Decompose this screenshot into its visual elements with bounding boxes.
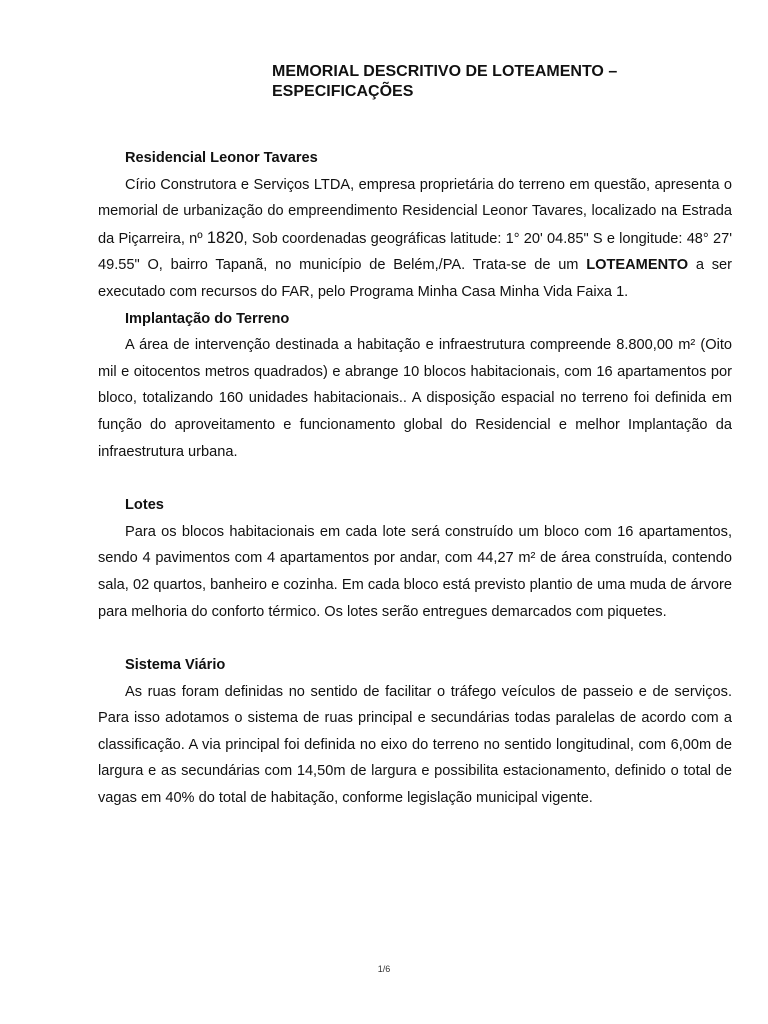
section-heading-implantacao: Implantação do Terreno [125,310,290,327]
paragraph-text: Círio Construtora e Serviços LTDA, empresa proprietária do terreno em questão, apresenta o memorial de urbanização do empreendimento Residencial Leonor Tavares, localizado na Estrada da Piçarreira, nº [98,176,732,247]
document-body [98,145,732,812]
section-spacer [98,625,732,652]
document-title: MEMORIAL DESCRITIVO DE LOTEAMENTO – ESPECIFICAÇÕES [272,63,618,100]
section-heading-sistema-viario: Sistema Viário [125,657,226,674]
loteamento-bold-text: LOTEAMENTO [586,257,689,274]
section-paragraph-residencial [98,172,732,306]
section-paragraph-sistema-viario: As ruas foram definidas no sentido de facilitar o tráfego veículos de passeio e de serviços. Para isso adotamos o sistema de ruas principal e secundárias todas paralelas de acordo com a classificação. A via principal foi definida no eixo do terreno no sentido longitudinal, com 6,00m de largura e as secundárias com 14,50m de largura e possibilita estacionamento, definido o total de vagas em 40% do total de habitação, conforme legislação municipal vigente. [98,683,732,807]
section-spacer [98,465,732,492]
section-heading-lotes: Lotes [125,497,164,514]
street-number: 1820 [206,228,244,247]
section-heading-residencial: Residencial Leonor Tavares [125,150,318,166]
section-paragraph-lotes: Para os blocos habitacionais em cada lote será construído um bloco com 16 apartamentos, sendo 4 pavimentos com 4 apartamentos por andar, com 44,27 m² de área construída, contendo sala, 02 quartos, banheiro e cozinha. Em cada bloco está previsto plantio de uma muda de árvore para melhoria do conforto térmico. Os lotes serão entregues demarcados com piquetes. [98,523,732,620]
paragraph-text: a ser executado com recursos do FAR, pelo Programa Minha Casa Minha Vida Faixa 1. [98,257,732,300]
page-number: 1/6 [377,964,391,974]
section-paragraph-implantacao: A área de intervenção destinada a habitação e infraestrutura compreende 8.800,00 m² (Oito mil e oitocentos metros quadrados) e abrange 10 blocos habitacionais, com 16 apartamentos por bloco, totalizando 160 unidades habitacionais.. A disposição espacial no terreno foi definida em função do aproveitamento e funcionamento global do Residencial e melhor Implantação da infraestrutura urbana. [98,337,732,460]
paragraph-text: , Sob coordenadas geográficas latitude: 1° 20' 04.85" S e longitude: 48° 27' 49.55" O, bairro Tapanã, no município de Belém,/PA. Trata-se de um [98,230,732,274]
